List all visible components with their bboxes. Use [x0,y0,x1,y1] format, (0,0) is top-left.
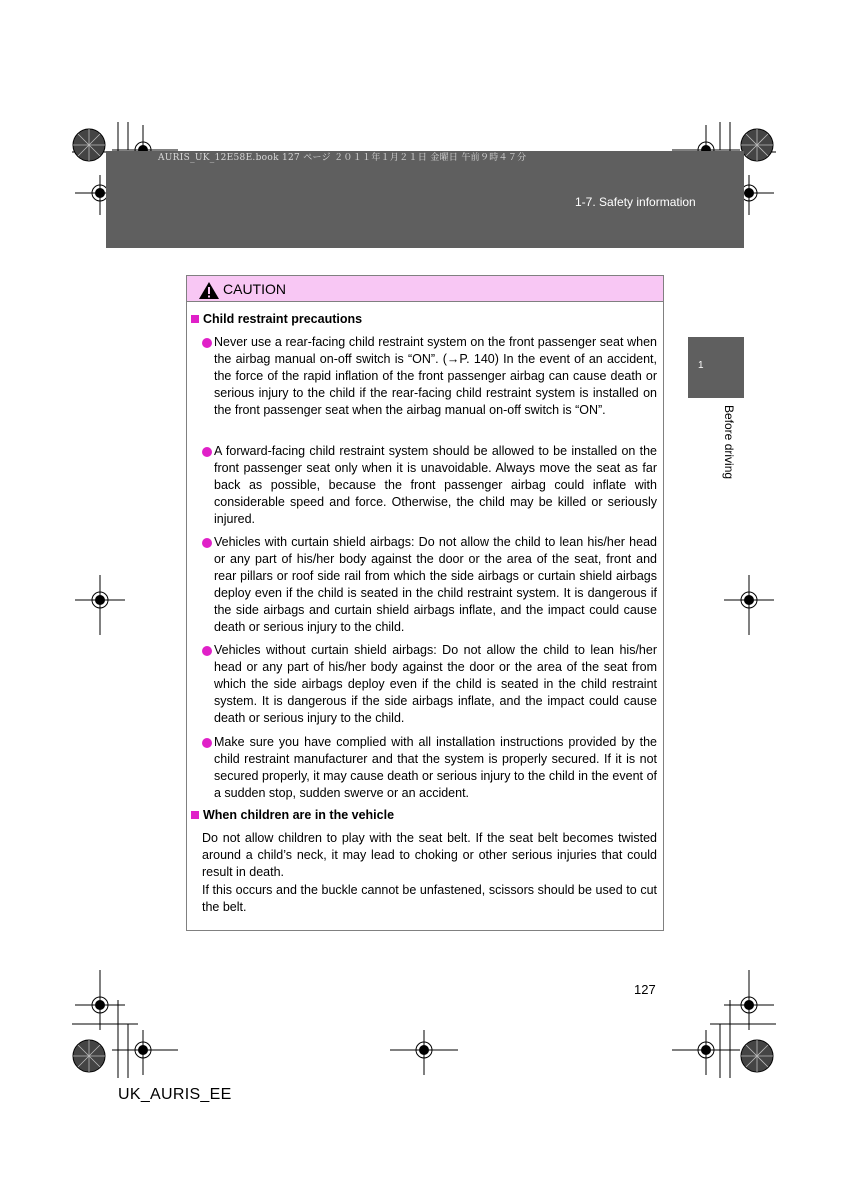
caution-bullet-text: Make sure you have complied with all installation instructions provided by the child restraint manufacturer and that the system is properly secured. If it is not secured properly, it may cause death or serious injury to the child in the event of a sudden stop, sudden swerve or an accident. [214,735,657,800]
warning-triangle-icon [198,281,220,300]
section-heading: When children are in the vehicle [191,808,394,822]
caution-bullet-text: Never use a rear-facing child restraint system on the front passenger seat when the airbag manual on-off switch is “ON”. (→P. 140) In the event of an accident, the force of the rapid inflation of the front passenger airbag can cause death or serious injury to the child if the rear-facing child restraint system is installed on the front passenger seat when the airbag manual on-off switch is “ON”. [214,335,657,417]
chapter-label: Before driving [722,405,736,480]
page-number: 127 [634,982,656,997]
round-bullet-icon [202,538,212,548]
footer-code: UK_AURIS_EE [118,1086,232,1103]
section-title: 1-7. Safety information [575,195,696,209]
section-heading: Child restraint precautions [191,312,362,326]
caution-bullet-text: A forward-facing child restraint system should be allowed to be installed on the front passenger seat only when it is unavoidable. Always move the seat as far back as possible, because the front passenger airbag could inflate with considerable speed and force. Otherwise, the child may be killed or seriously injured. [214,444,657,526]
round-bullet-icon [202,338,212,348]
file-info-slug: AURIS_UK_12E58E.book 127 ページ ２０１１年１月２１日 金曜日 午前９時４７分 [158,153,527,163]
section-paragraph: Do not allow children to play with the seat belt. If the seat belt becomes twisted around a child’s neck, it may lead to choking or other serious injuries that could result in death. [202,831,657,879]
square-bullet-icon [191,315,199,323]
square-bullet-icon [191,811,199,819]
chapter-number: 1 [698,360,704,371]
chapter-tab [688,337,744,398]
caution-title: CAUTION [223,281,286,297]
round-bullet-icon [202,447,212,457]
round-bullet-icon [202,646,212,656]
section-paragraph: If this occurs and the buckle cannot be unfastened, scissors should be used to cut the belt. [202,883,657,914]
round-bullet-icon [202,738,212,748]
caution-bullet-text: Vehicles with curtain shield airbags: Do not allow the child to lean his/her head or any part of his/her body against the door or the area of the seat, front and rear pillars or roof side rail from which the side airbags or curtain shield airbags deploy even if the child is seated in the child restraint system. It is dangerous if the side airbags and curtain shield airbags inflate, and the impact could cause death or serious injury to the child. [214,535,657,634]
caution-bullet-text: Vehicles without curtain shield airbags: Do not allow the child to lean his/her head or any part of his/her body against the door or the area of the seat from which the side airbags deploy even if the child is seated in the child restraint system. It is dangerous if the side airbags inflate, and the impact could cause death or serious injury to the child. [214,643,657,725]
